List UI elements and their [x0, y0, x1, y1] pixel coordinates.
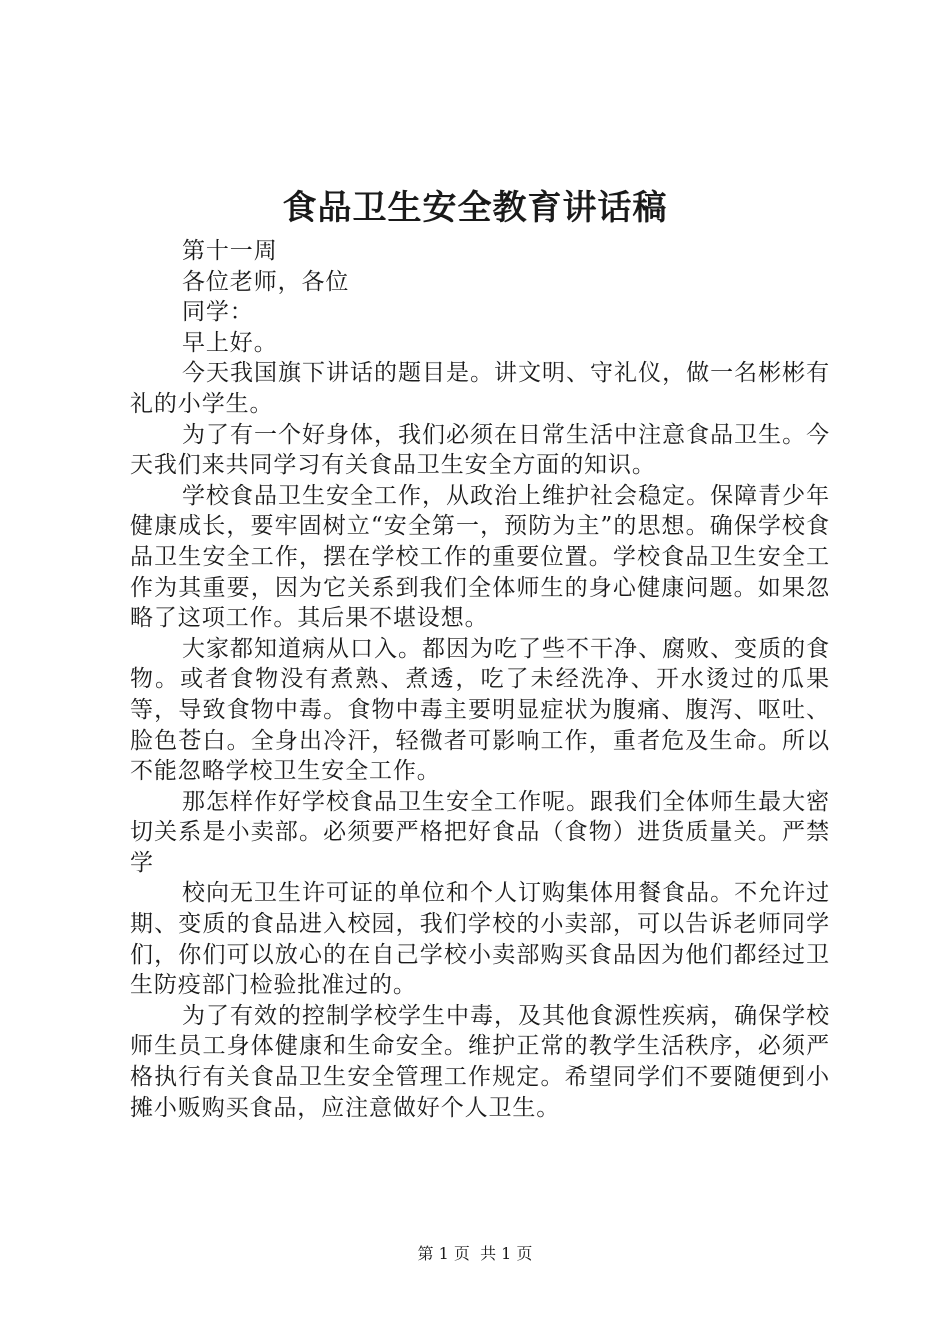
page-number: 第 1 页 共 1 页: [417, 1244, 533, 1263]
paragraph-intro: 为了有一个好身体，我们必须在日常生活中注意食品卫生。今天我们来共同学习有关食品卫生安全方面的知识。: [130, 421, 830, 479]
paragraph-importance: 学校食品卫生安全工作，从政治上维护社会稳定。保障青少年健康成长，要牢固树立“安全第一，预防为主”的思想。确保学校食品卫生安全工作，摆在学校工作的重要位置。学校食品卫生安全工作为其重要，因为它关系到我们全体师生的身心健康问题。如果忽略了这项工作。其后果不堪设想。: [130, 482, 830, 632]
paragraph-food-poisoning: 大家都知道病从口入。都因为吃了些不干净、腐败、变质的食物。或者食物没有煮熟、煮透，吃了未经洗净、开水烫过的瓜果等，导致食物中毒。食物中毒主要明显症状为腹痛、腹泻、呕吐、脸色苍白。全身出冷汗，轻微者可影响工作，重者危及生命。所以不能忽略学校卫生安全工作。: [130, 635, 830, 785]
document-body: [130, 236, 830, 1123]
paragraph-topic: 今天我国旗下讲话的题目是。讲文明、守礼仪，做一名彬彬有礼的小学生。: [130, 360, 830, 417]
paragraph-conclusion: 为了有效的控制学校学生中毒，及其他食源性疾病，确保学校师生员工身体健康和生命安全。维护正常的教学生活秩序，必须严格执行有关食品卫生安全管理工作规定。希望同学们不要随便到小摊小贩购买食品，应注意做好个人卫生。: [130, 1002, 830, 1121]
paragraph-week: 第十一周: [182, 238, 278, 264]
paragraph-greeting-students: 同学：: [182, 299, 254, 326]
paragraph-licensing: 校向无卫生许可证的单位和个人订购集体用餐食品。不允许过期、变质的食品进入校园，我们学校的小卖部，可以告诉老师同学们，你们可以放心的在自己学校小卖部购买食品因为他们都经过卫生防疫部门检验批准过的。: [130, 880, 830, 999]
document-title: 食品卫生安全教育讲话稿: [282, 188, 668, 228]
paragraph-good-morning: 早上好。: [182, 329, 278, 356]
paragraph-school-shop: 那怎样作好学校食品卫生安全工作呢。跟我们全体师生最大密切关系是小卖部。必须要严格把好食品（食物）进货质量关。严禁学: [130, 788, 830, 876]
paragraph-greeting-teachers: 各位老师，各位: [182, 268, 350, 295]
page-footer: [0, 1242, 950, 1266]
